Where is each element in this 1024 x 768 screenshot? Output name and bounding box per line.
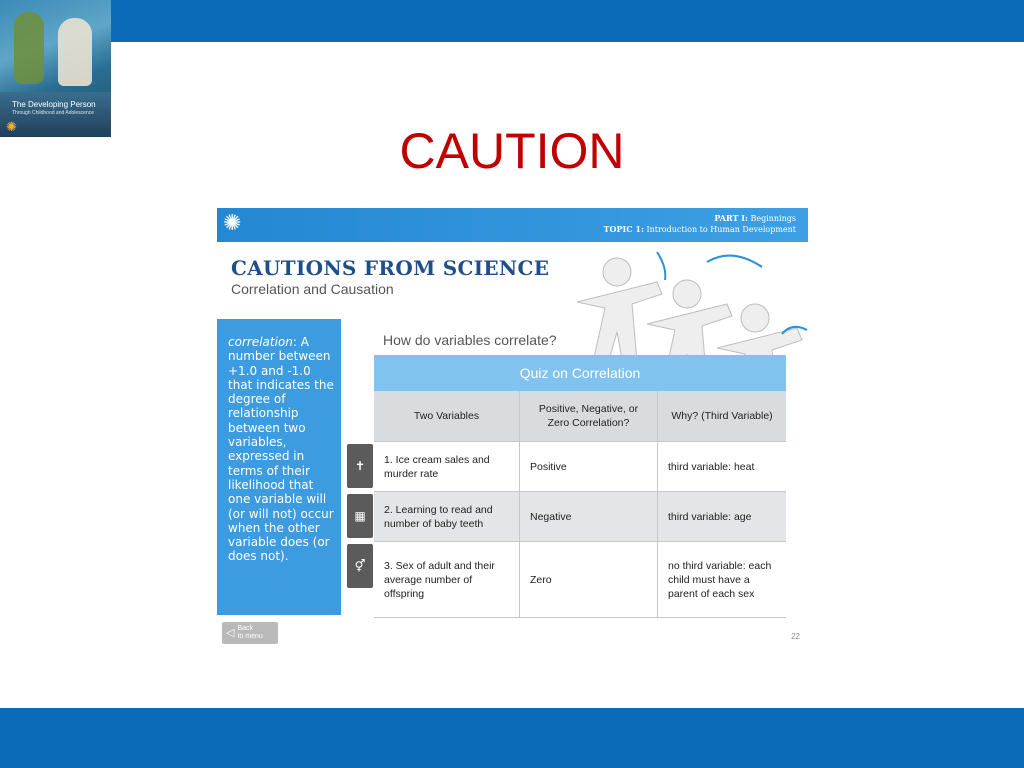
embedded-slide-image (217, 208, 808, 648)
definition-body: A number between +1.0 and -1.0 that indicates the degree of relationship between two variables, expressed in terms of their likelihood that one variable will (or will not) occur when the other variable does (or does not). (228, 335, 334, 564)
page-number: 22 (791, 632, 800, 641)
quiz-table (374, 355, 786, 618)
sun-icon: ✺ (223, 210, 242, 235)
table-cell: third variable: age (668, 510, 752, 523)
table-cell: 1. Ice cream sales and murder rate (374, 442, 520, 491)
table-cell: 3. Sex of adult and their average number of offspring (374, 542, 520, 617)
book-subtitle: Through Childhood and Adolescence (12, 110, 95, 116)
gender-symbol-icon: ⚥ (347, 544, 373, 588)
row-icons (347, 444, 373, 594)
definition-colon: : (292, 335, 297, 349)
table-cell: 2. Learning to read and number of baby teeth (374, 492, 520, 541)
table-cell: no third variable: each child must have a parent of each sex (668, 559, 772, 600)
slide-title: CAUTION (399, 123, 625, 179)
bottom-bar (0, 708, 1024, 768)
slide-heading: CAUTIONS FROM SCIENCE (231, 256, 550, 280)
header-cell: Positive, Negative, or Zero Correlation? (520, 391, 658, 441)
abc-blocks-icon: ▦ (347, 494, 373, 538)
quiz-title: Quiz on Correlation (374, 355, 786, 391)
table-cell: Zero (520, 542, 658, 617)
child-figure-right (58, 18, 92, 86)
table-row (374, 542, 786, 618)
back-to-menu-button[interactable] (222, 622, 278, 644)
part-label: PART I: (714, 213, 748, 223)
back-arrow-icon: ◁ (226, 627, 235, 639)
table-cell: Positive (520, 442, 658, 491)
table-row (374, 442, 786, 492)
top-bar (0, 0, 1024, 42)
header-cell: Why? (Third Variable) (671, 410, 773, 422)
table-row (374, 492, 786, 542)
ice-cream-icon: ✝ (347, 444, 373, 488)
table-header-row (374, 391, 786, 442)
table-cell: third variable: heat (668, 460, 755, 473)
book-title: The Developing Person (12, 100, 96, 109)
question-heading: How do variables correlate? (383, 332, 557, 348)
part-topic-label (604, 213, 796, 235)
arrow-icon (707, 256, 762, 267)
table-cell: Negative (520, 492, 658, 541)
header-cell: Two Variables (374, 391, 520, 441)
child-figure-left (14, 12, 44, 84)
back-label-line1: Back (237, 625, 254, 632)
back-label-line2: to menu (237, 633, 263, 640)
definition-term: correlation (228, 335, 293, 349)
topic-label: TOPIC 1: (603, 224, 644, 234)
definition-text (228, 335, 338, 564)
topic-name: Introduction to Human Development (646, 225, 796, 234)
book-cover-image (0, 0, 111, 137)
slide-subheading: Correlation and Causation (231, 281, 394, 297)
sun-icon: ✺ (6, 119, 17, 134)
part-name: Beginnings (750, 214, 796, 223)
back-label (237, 625, 262, 641)
definition-panel (217, 319, 341, 615)
